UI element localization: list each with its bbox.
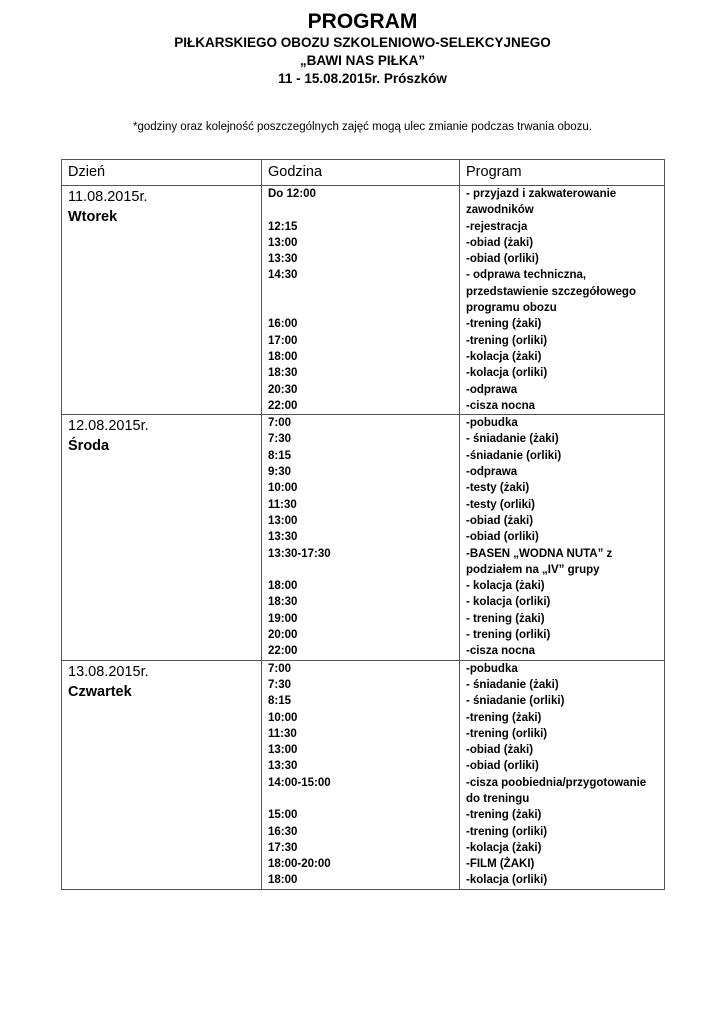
table-row [62,186,665,415]
hour-line: 13:00 [268,514,298,527]
hour-line: 7:30 [268,678,292,691]
hours-cell [262,660,460,889]
hour-line: 18:00 [268,580,298,593]
program-line: -BASEN „WODNA NUTA” z [466,547,613,560]
hour-line: 15:00 [268,809,298,822]
column-header-hour: Godzina [262,160,460,186]
program-line: -trening (żaki) [466,809,542,822]
hour-line [268,562,459,578]
program-line: -cisza nocna [466,645,536,658]
program-line: zawodników [466,204,534,217]
program-line: -obiad (orliki) [466,531,539,544]
program-line: - śniadanie (żaki) [466,433,559,446]
program-line: - trening (żaki) [466,612,545,625]
program-line: -obiad (żaki) [466,744,534,757]
program-line: podziałem na „IV” grupy [466,563,600,576]
day-date: 12.08.2015r. [68,418,149,435]
hour-line [268,300,459,316]
hours-cell [262,186,460,415]
hour-line: Do 12:00 [268,188,316,200]
hour-line [268,791,459,807]
program-line: -kolacja (żaki) [466,350,542,363]
program-line: -rejestracja [466,220,528,233]
hour-line: 7:30 [268,433,292,446]
subtitle-line-3: 11 - 15.08.2015r. Prószków [278,71,447,86]
hour-line: 22:00 [268,399,298,412]
table-row [62,415,665,660]
program-table [61,159,665,890]
hour-line: 7:00 [268,662,292,675]
hour-line: 13:30 [268,760,298,773]
hour-line: 12:15 [268,220,298,233]
program-line: -trening (żaki) [466,318,542,331]
program-line: -trening (żaki) [466,711,542,724]
hour-line: 13:30 [268,253,298,266]
day-date: 11.08.2015r. [68,189,148,205]
hour-line [268,202,459,218]
program-line: -kolacja (orliki) [466,367,548,380]
program-line: -testy (orliki) [466,498,536,511]
hour-line: 14:00-15:00 [268,776,331,789]
hour-line: 13:30 [268,531,298,544]
hour-line: 17:00 [268,334,298,347]
hour-line: 20:30 [268,383,298,396]
column-header-day: Dzień [62,160,262,186]
program-line: - śniadanie (orliki) [466,695,565,708]
program-line: -trening (orliki) [466,334,548,347]
column-header-program: Program [460,160,665,186]
hour-line: 8:15 [268,695,292,708]
day-name: Czwartek [68,683,132,700]
program-line: -kolacja (żaki) [466,841,542,854]
hour-line: 18:00 [268,350,298,363]
program-line: -testy (żaki) [466,482,530,495]
program-line: -trening (orliki) [466,727,548,740]
hours-cell [262,415,460,660]
day-date: 13.08.2015r. [68,663,149,680]
hour-line: 10:00 [268,482,298,495]
hour-line: 10:00 [268,711,298,724]
program-line: programu obozu [466,302,557,315]
hour-line: 17:30 [268,841,298,854]
program-line: -pobudka [466,662,518,675]
hour-line: 18:00 [268,874,298,887]
hour-line: 18:30 [268,596,298,609]
schedule-note: *godziny oraz kolejność poszczególnych zajęć mogą ulec zmianie podczas trwania obozu. [133,121,592,133]
program-line: - kolacja (żaki) [466,580,545,593]
program-line: -obiad (żaki) [466,514,534,527]
program-line: -FILM (ŻAKI) [466,858,535,871]
document-title: PROGRAM [307,10,418,33]
hour-line: 16:00 [268,318,298,331]
program-line: -śniadanie (orliki) [466,449,562,462]
program-line: - odprawa techniczna, [466,269,587,282]
program-line: do treningu [466,792,530,805]
day-name: Środa [68,438,110,455]
program-line: - kolacja (orliki) [466,596,551,609]
day-cell [62,415,262,660]
hour-line: 11:30 [268,727,297,740]
program-line: - przyjazd i zakwaterowanie [466,188,617,200]
hour-line: 7:00 [268,417,292,430]
program-line: - trening (orliki) [466,629,551,642]
program-line: - śniadanie (żaki) [466,678,559,691]
program-line: -obiad (żaki) [466,236,534,249]
program-line: -obiad (orliki) [466,253,539,266]
hour-line: 14:30 [268,269,298,282]
hour-line: 11:30 [268,498,297,511]
hour-line: 13:00 [268,744,298,757]
hour-line: 20:00 [268,629,298,642]
hour-line [268,284,459,300]
hour-line: 13:30-17:30 [268,547,331,560]
program-cell [460,660,665,889]
hour-line: 8:15 [268,449,292,462]
program-line: -trening (orliki) [466,825,548,838]
table-row [62,660,665,889]
program-line: -odprawa [466,383,518,396]
program-line: -pobudka [466,417,518,430]
hour-line: 18:30 [268,367,298,380]
day-cell [62,186,262,415]
hour-line: 16:30 [268,825,298,838]
hour-line: 18:00-20:00 [268,858,331,871]
table-header-row [62,160,665,186]
program-line: -cisza poobiednia/przygotowanie [466,776,647,789]
subtitle-line-1: PIŁKARSKIEGO OBOZU SZKOLENIOWO-SELEKCYJNEGO [174,35,551,50]
program-line: -odprawa [466,466,518,479]
subtitle-line-2: „BAWI NAS PIŁKA” [299,53,426,68]
program-line: -kolacja (orliki) [466,874,548,887]
program-cell [460,186,665,415]
day-cell [62,660,262,889]
hour-line: 19:00 [268,612,298,625]
hour-line: 13:00 [268,236,298,249]
program-line: przedstawienie szczegółowego [466,285,636,298]
document-header [0,10,725,88]
program-cell [460,415,665,660]
hour-line: 9:30 [268,466,292,479]
program-line: -obiad (orliki) [466,760,539,773]
day-name: Wtorek [68,209,118,225]
hour-line: 22:00 [268,645,298,658]
program-line: -cisza nocna [466,399,536,412]
